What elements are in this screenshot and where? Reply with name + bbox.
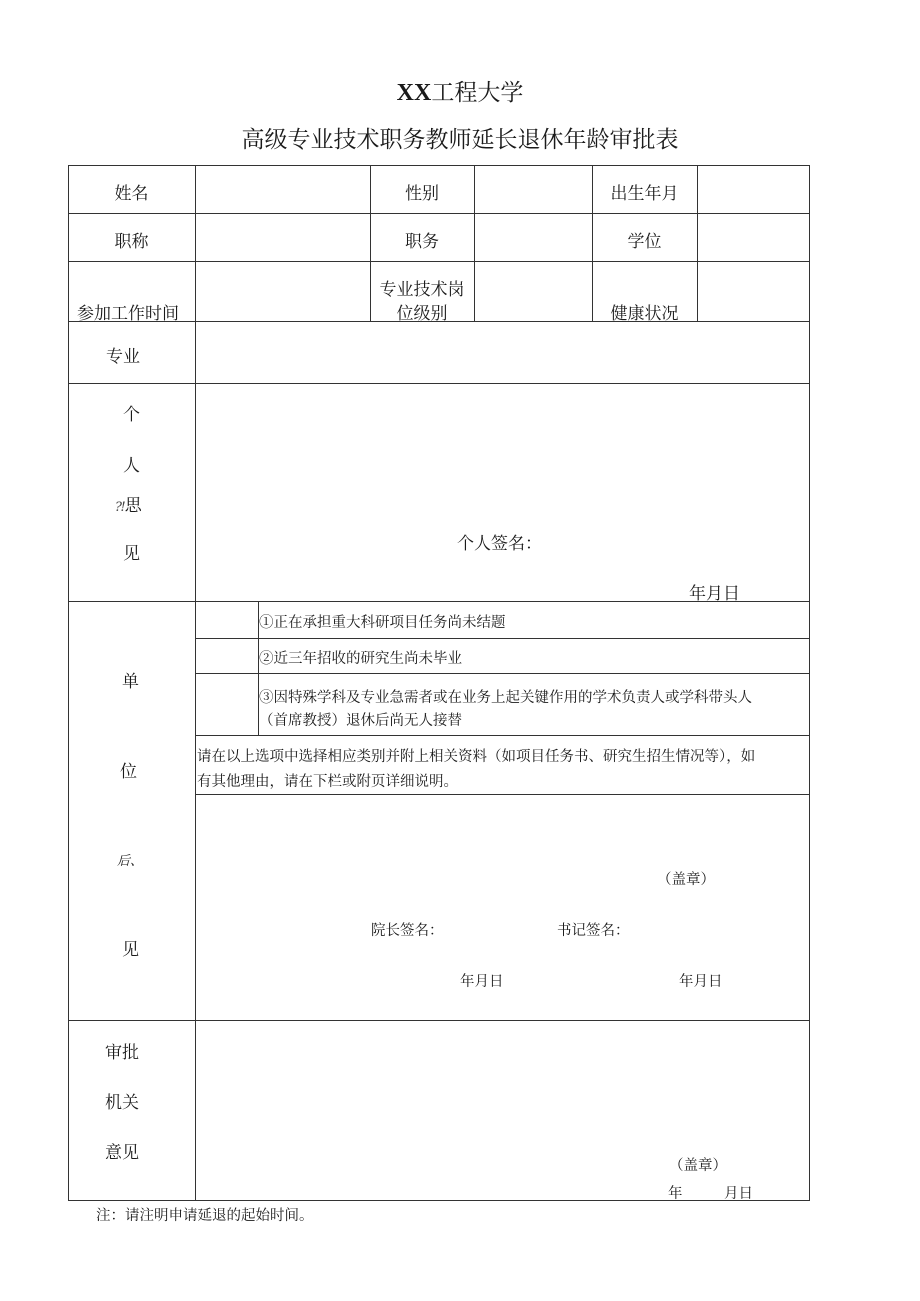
birth-input[interactable] [698, 166, 809, 213]
document-title [0, 74, 920, 107]
option1-text: ①正在承担重大科研项目任务尚未结题 [259, 615, 506, 631]
option1-checkbox[interactable] [196, 602, 258, 638]
option3-checkbox[interactable] [196, 674, 258, 735]
label-major: 专业 [106, 347, 140, 367]
personal-signature-label: 个人签名： [457, 534, 542, 554]
title-input[interactable] [196, 214, 370, 261]
instruction-line1: 请在以上选项中选择相应类别并附上相关资料（如项目任务书、研究生招生情况等），如 [197, 749, 756, 765]
instruction-line2: 有其他理由，请在下栏或附页详细说明。 [197, 774, 458, 790]
secretary-date: 年月日 [679, 974, 723, 990]
option2-checkbox[interactable] [196, 639, 258, 673]
label-title: 职称 [114, 232, 149, 252]
grid-line [68, 1200, 810, 1201]
grid-line [195, 735, 810, 736]
personal-side-3: 思 [124, 496, 142, 516]
title-prefix: XX [396, 80, 432, 106]
post-level-input[interactable] [475, 262, 592, 321]
approval-date-month-day: 月日 [724, 1186, 753, 1202]
secretary-signature-label: 书记签名： [557, 923, 630, 939]
degree-input[interactable] [698, 214, 809, 261]
label-name: 姓名 [114, 184, 149, 204]
grid-line [195, 638, 810, 639]
unit-side-3: 后、 [117, 854, 144, 869]
label-post-level-2: 位级别 [396, 304, 448, 324]
personal-side-1: 个 [123, 405, 140, 425]
label-work-start: 参加工作时间 [77, 304, 179, 324]
footnote: 注：请注明申请延退的起始时间。 [96, 1208, 314, 1224]
label-position: 职务 [405, 232, 439, 252]
dean-date: 年月日 [460, 974, 504, 990]
approval-date-year: 年 [668, 1186, 683, 1202]
major-input[interactable] [196, 322, 809, 383]
personal-side-2: 人 [123, 456, 140, 476]
personal-date: 年月日 [689, 584, 740, 604]
personal-opinion-area[interactable] [196, 384, 809, 514]
gender-input[interactable] [475, 166, 592, 213]
health-input[interactable] [698, 262, 809, 321]
label-birth: 出生年月 [610, 184, 679, 204]
personal-side-3-group [115, 491, 142, 516]
personal-side-4: 见 [123, 544, 140, 564]
unit-side-2: 位 [120, 762, 137, 782]
name-input[interactable] [196, 166, 370, 213]
grid-line [68, 165, 69, 1201]
label-health: 健康状况 [610, 304, 679, 324]
option2-text: ②近三年招收的研究生尚未毕业 [259, 651, 462, 667]
work-start-input[interactable] [196, 262, 370, 321]
title-rest: 工程大学 [431, 80, 524, 106]
unit-seal: （盖章） [657, 872, 715, 888]
unit-side-4: 见 [122, 940, 139, 960]
option3-text-line2: （首席教授）退休后尚无人接替 [259, 713, 462, 729]
unit-opinion-area[interactable] [196, 795, 809, 865]
dean-signature-label: 院长签名： [371, 923, 444, 939]
unit-side-1: 单 [122, 672, 139, 692]
label-gender: 性别 [405, 184, 439, 204]
approval-side-2: 机关 [105, 1093, 139, 1113]
label-degree: 学位 [627, 232, 662, 252]
approval-opinion-area[interactable] [196, 1021, 809, 1151]
approval-seal: （盖章） [669, 1158, 727, 1174]
label-post-level-1: 专业技术岗 [379, 280, 465, 300]
grid-line [809, 165, 810, 1201]
option3-text-line1: ③因特殊学科及专业急需者或在业务上起关键作用的学术负责人或学科带头人 [259, 690, 752, 706]
stray-mark: ⁈ [115, 500, 125, 515]
form-subtitle: 高级专业技术职务教师延长退休年龄审批表 [241, 127, 679, 153]
position-input[interactable] [475, 214, 592, 261]
grid-line [195, 673, 810, 674]
approval-side-1: 审批 [105, 1043, 139, 1063]
approval-side-3: 意见 [105, 1143, 139, 1163]
